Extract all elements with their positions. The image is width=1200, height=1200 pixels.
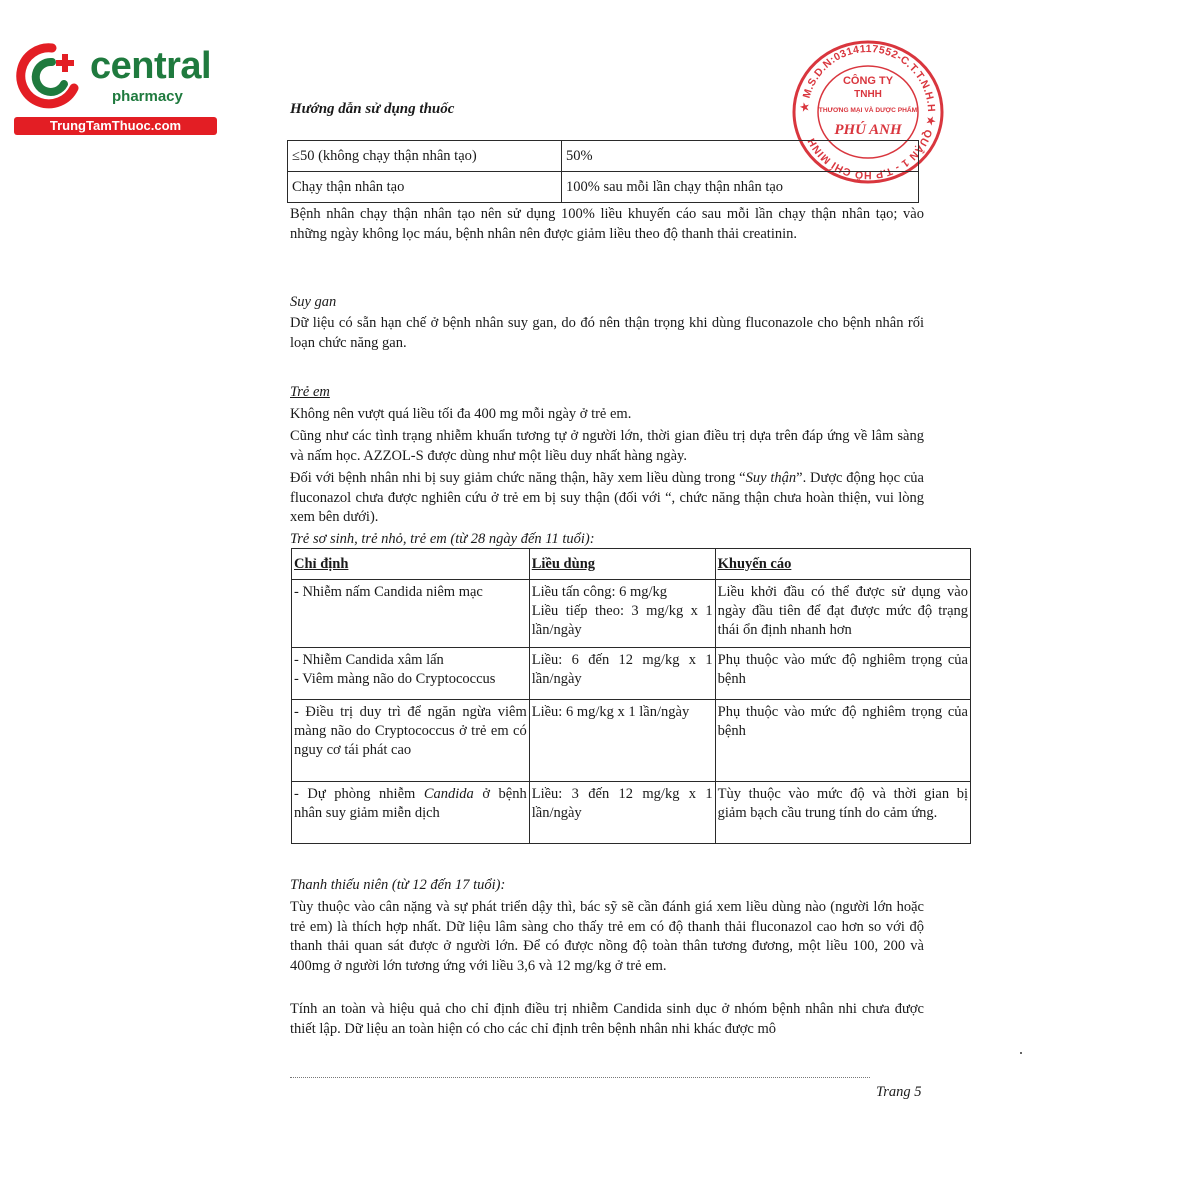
stamp-line-4: PHÚ ANH xyxy=(834,122,902,138)
table-cell: Phụ thuộc vào mức độ nghiêm trọng của bệnh xyxy=(715,648,970,700)
table-cell: ≤50 (không chạy thận nhân tạo) xyxy=(288,141,562,172)
document-title: Hướng dẫn sử dụng thuốc xyxy=(290,101,455,117)
teen-paragraph-2: Tính an toàn và hiệu quả cho chỉ định điều trị nhiễm Candida sinh dục ở nhóm bệnh nhân nhi chưa được thiết lập. Dữ liệu an toàn hiện có cho các chỉ định trên bệnh nhân nhi khác được mô xyxy=(290,1001,924,1037)
renal-dosing-table xyxy=(287,140,919,203)
children-paragraph-2: Cũng như các tình trạng nhiễm khuẩn tương tự ở người lớn, thời gian điều trị dựa trên đáp ứng về lâm sàng và nấm học. AZZOL-S được dùng như một liều duy nhất hàng ngày. xyxy=(290,428,924,464)
children-heading: Trẻ em xyxy=(290,384,330,400)
scan-speck xyxy=(1020,1052,1022,1054)
renal-reference: Suy thận xyxy=(745,470,797,486)
table-row xyxy=(292,782,971,844)
table-row xyxy=(292,580,971,648)
logo-site-banner: TrungTamThuoc.com xyxy=(14,117,217,135)
stamp-line-2: TNHH xyxy=(854,89,882,100)
teen-paragraph-1: Tùy thuộc vào cân nặng và sự phát triển dậy thì, bác sỹ sẽ cần đánh giá xem liều dùng nào (người lớn hoặc trẻ em) là thích hợp nhất. Dữ liệu lâm sàng cho thấy trẻ em có độ thanh thải fluconazol cao hơn so với độ thanh thải quan sát được ở người lớn. Để có được nồng độ toàn thân tương đương, một liều 100, 200 và 400mg ở người lớn tương ứng với liều 3,6 và 12 mg/kg ở trẻ em. xyxy=(290,899,924,974)
pharmacy-logo xyxy=(8,36,223,136)
table-row xyxy=(288,141,919,172)
logo-wordmark: central xyxy=(90,45,212,87)
column-header: Khuyến cáo xyxy=(715,549,970,580)
table-row xyxy=(292,700,971,782)
renal-note-paragraph: Bệnh nhân chạy thận nhân tạo nên sử dụng 100% liều khuyến cáo sau mỗi lần chạy thận nhân tạo; vào những ngày không lọc máu, bệnh nhân nên được giảm liều theo độ thanh thải creatinin. xyxy=(290,206,924,242)
children-paragraph-3 xyxy=(290,469,924,528)
table-cell: Liều: 6 mg/kg x 1 lần/ngày xyxy=(529,700,715,782)
liver-paragraph: Dữ liệu có sẵn hạn chế ở bệnh nhân suy gan, do đó nên thận trọng khi dùng fluconazole cho bệnh nhân rối loạn chức năng gan. xyxy=(290,315,924,351)
table-cell: - Điều trị duy trì để ngăn ngừa viêm màng não do Cryptococcus ở trẻ em có nguy cơ tái phát cao xyxy=(292,700,530,782)
table-cell xyxy=(292,782,530,844)
table-cell: Chạy thận nhân tạo xyxy=(288,172,562,203)
stamp-line-3: THƯƠNG MẠI VÀ DƯỢC PHẨM xyxy=(818,107,918,114)
column-header: Liều dùng xyxy=(529,549,715,580)
table-cell xyxy=(292,648,530,700)
cell-line: Liều tấn công: 6 mg/kg xyxy=(531,584,668,600)
table-row xyxy=(292,648,971,700)
cell-part: - Dự phòng nhiễm xyxy=(294,786,424,802)
column-header: Chỉ định xyxy=(292,549,530,580)
table-cell xyxy=(529,580,715,648)
footer-divider xyxy=(290,1077,870,1078)
page-number: Trang 5 xyxy=(876,1084,922,1100)
table-cell: 100% sau mỗi lần chạy thận nhân tạo xyxy=(562,172,919,203)
table-cell: Liều khởi đầu có thể được sử dụng vào ngày đầu tiên để đạt được mức độ trạng thái ổn định nhanh hơn xyxy=(715,580,970,648)
cell-line: - Viêm màng não do Cryptococcus xyxy=(294,671,496,687)
children-paragraph-1: Không nên vượt quá liều tối đa 400 mg mỗi ngày ở trẻ em. xyxy=(290,406,632,422)
table-cell: Tùy thuộc vào mức độ và thời gian bị giảm bạch cầu trung tính do cảm ứng. xyxy=(715,782,970,844)
teen-heading: Thanh thiếu niên (từ 12 đến 17 tuổi): xyxy=(290,877,506,893)
pediatric-table-caption: Trẻ sơ sinh, trẻ nhỏ, trẻ em (từ 28 ngày đến 11 tuổi): xyxy=(290,531,595,547)
logo-subtitle: pharmacy xyxy=(112,88,183,105)
stamp-line-1: CÔNG TY xyxy=(842,75,894,87)
stamp-ring-text: ★ M.S.D.N:0314117552-C.T.T.N.H.H ★ QUẬN 1 - T.P HỒ CHÍ MINH xyxy=(798,42,938,182)
cell-line: - Nhiễm Candida xâm lấn xyxy=(294,652,444,668)
table-cell: Liều: 6 đến 12 mg/kg x 1 lần/ngày xyxy=(529,648,715,700)
table-cell: Phụ thuộc vào mức độ nghiêm trọng của bệnh xyxy=(715,700,970,782)
table-cell: Liều: 3 đến 12 mg/kg x 1 lần/ngày xyxy=(529,782,715,844)
table-cell: 50% xyxy=(562,141,919,172)
children-p3-part-a: Đối với bệnh nhân nhi bị suy giảm chức năng thận, hãy xem liều dùng trong “ xyxy=(290,470,746,486)
table-cell: - Nhiễm nấm Candida niêm mạc xyxy=(292,580,530,648)
cell-line: Liều tiếp theo: 3 mg/kg x 1 lần/ngày xyxy=(531,603,713,638)
table-header-row xyxy=(292,549,971,580)
liver-heading: Suy gan xyxy=(290,294,337,310)
table-row xyxy=(288,172,919,203)
cell-part: ở bệnh nhân suy giảm miễn dịch xyxy=(294,786,527,821)
pediatric-dosing-table xyxy=(291,548,971,844)
cell-part-italic: Candida xyxy=(423,786,474,802)
central-pharmacy-logo-icon xyxy=(12,40,86,110)
children-p3-part-b: ”. Dược động học của fluconazol chưa được nghiên cứu ở trẻ em bị suy thận (đối với “, chức năng thận chưa hoàn thiện, vui lòng xem bên dưới). xyxy=(290,470,924,525)
